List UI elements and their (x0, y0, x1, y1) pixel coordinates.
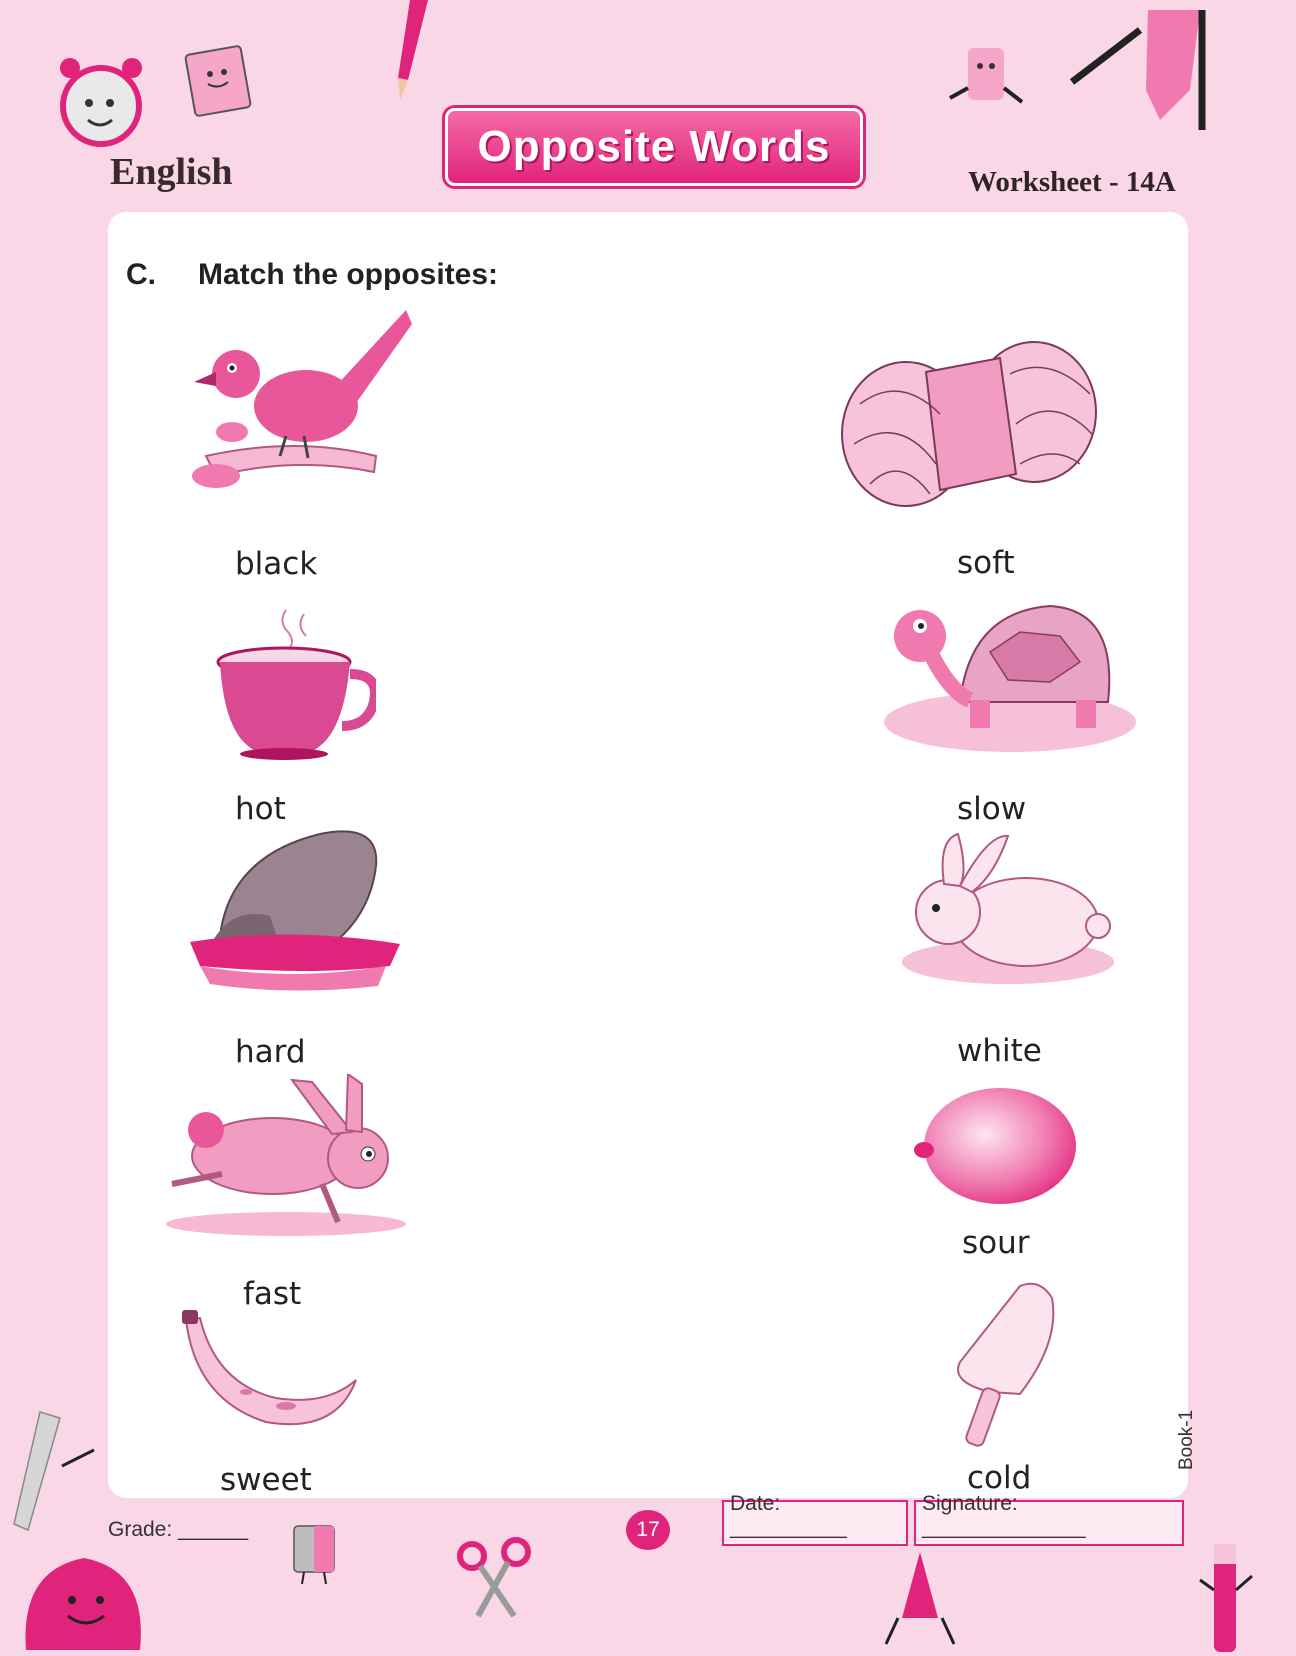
pen-character-icon (880, 1548, 960, 1648)
banana-icon (176, 1310, 362, 1430)
eraser-icon (940, 40, 1030, 120)
word-hard: hard (235, 1034, 306, 1070)
word-fast: fast (243, 1276, 302, 1312)
rabbit-icon (898, 830, 1114, 990)
word-cold: cold (967, 1460, 1032, 1496)
word-hot: hot (235, 791, 286, 827)
date-label: Date: __________ (730, 1492, 847, 1539)
sharpener-icon (284, 1522, 344, 1588)
worksheet-label: Worksheet - 14A (968, 166, 1176, 198)
signature-field[interactable] (914, 1492, 1184, 1546)
word-white: white (957, 1033, 1042, 1069)
page-title: Opposite Words (477, 122, 831, 171)
rock-icon (190, 826, 400, 992)
lemon-icon (914, 1084, 1080, 1208)
pencil-character-icon (1070, 10, 1220, 140)
ice-lolly-icon (940, 1282, 1070, 1452)
scissors-icon (454, 1536, 534, 1620)
wool-ball-icon (840, 334, 1100, 514)
word-soft: soft (957, 545, 1015, 581)
section-label: C. (126, 258, 156, 291)
word-slow: slow (957, 791, 1027, 827)
running-rabbit-icon (162, 1074, 416, 1240)
date-field[interactable] (722, 1492, 908, 1546)
cup-icon (210, 604, 376, 760)
word-sour: sour (962, 1225, 1030, 1261)
book-label: Book-1 (1176, 1409, 1197, 1470)
notepad-icon (178, 44, 258, 124)
tortoise-icon (880, 592, 1138, 758)
crow-icon (176, 306, 412, 522)
section-instruction: Match the opposites: (198, 258, 499, 291)
subject-label: English (110, 151, 233, 193)
backpack-icon (14, 1530, 154, 1656)
pencil-icon (380, 0, 440, 110)
page-number: 17 (636, 1518, 660, 1541)
page-number-badge (626, 1510, 670, 1550)
word-sweet: sweet (220, 1462, 312, 1498)
grade-field[interactable]: Grade: ______ (108, 1518, 249, 1541)
word-black: black (235, 546, 318, 582)
pen-icon (1190, 1540, 1260, 1656)
ruler-icon (10, 1410, 100, 1540)
alarm-clock-icon (56, 48, 146, 158)
title-banner (445, 108, 863, 186)
signature-label: Signature: ______________ (922, 1492, 1086, 1539)
